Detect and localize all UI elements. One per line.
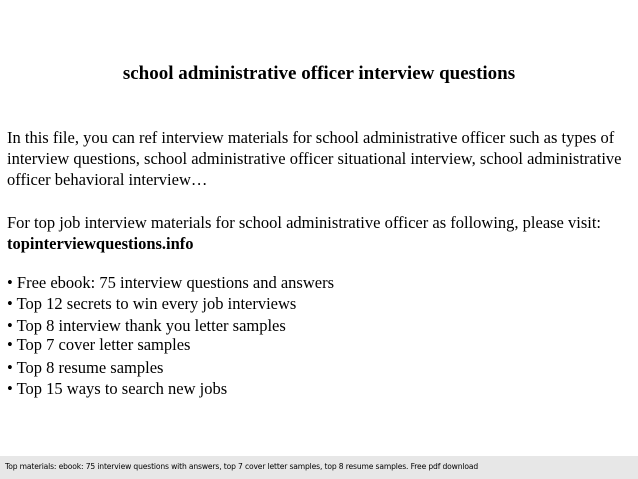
cta-paragraph [7, 212, 632, 254]
footer-text: Top materials: ebook: 75 interview questions with answers, top 7 cover letter samples, top 8 resume samples. Free pdf download [5, 462, 479, 471]
materials-list [7, 272, 632, 399]
list-item: • Top 12 secrets to win every job interviews [7, 294, 297, 313]
list-item: • Top 15 ways to search new jobs [7, 379, 228, 398]
intro-paragraph: In this file, you can ref interview materials for school administrative officer such as types of interview questions, school administrative officer situational interview, school administrative officer behavioral interview… [7, 128, 622, 189]
list-item: • Free ebook: 75 interview questions and answers [7, 273, 334, 292]
footer-bar [0, 456, 638, 479]
cta-text: For top job interview materials for school administrative officer as following, please visit: [7, 213, 602, 232]
list-item: • Top 8 resume samples [7, 358, 164, 377]
list-item: • Top 7 cover letter samples [7, 335, 191, 354]
website-link[interactable]: topinterviewquestions.info [7, 234, 194, 253]
document-title: school administrative officer interview questions [122, 63, 516, 84]
list-item: • Top 8 interview thank you letter samples [7, 316, 286, 335]
